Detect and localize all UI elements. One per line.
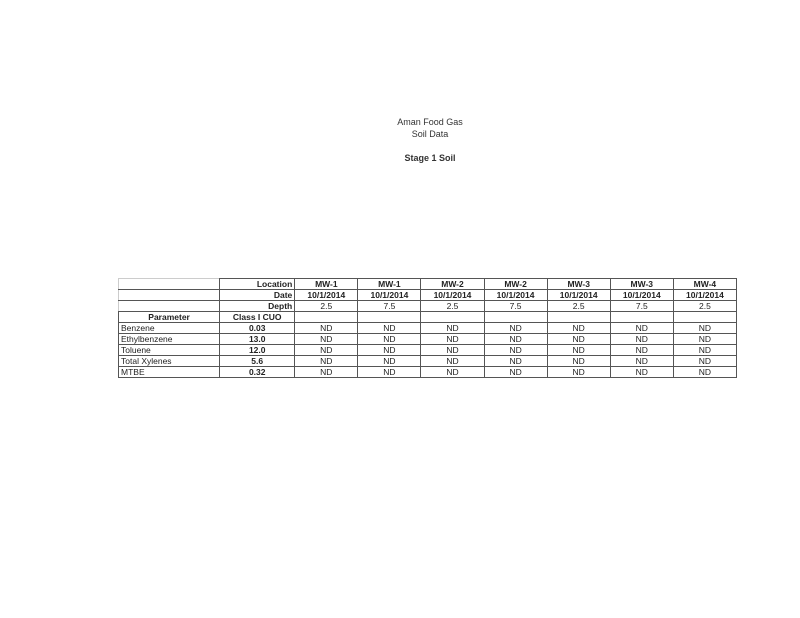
table-row (119, 345, 737, 356)
soil-data-table (118, 278, 737, 378)
standard-header: Class I CUO (220, 312, 295, 323)
location-cell: MW-1 (358, 279, 421, 290)
result-cell: ND (610, 356, 673, 367)
result-cell: ND (673, 345, 736, 356)
result-cell: ND (295, 323, 358, 334)
result-cell: ND (484, 323, 547, 334)
result-cell: ND (295, 356, 358, 367)
result-cell: ND (295, 367, 358, 378)
blank-cell (119, 301, 220, 312)
result-cell: ND (484, 367, 547, 378)
result-cell: ND (358, 367, 421, 378)
result-cell: ND (610, 367, 673, 378)
location-label: Location (220, 279, 295, 290)
result-cell: ND (484, 345, 547, 356)
location-cell: MW-4 (673, 279, 736, 290)
result-cell: ND (673, 356, 736, 367)
result-cell: ND (610, 345, 673, 356)
depth-cell: 2.5 (421, 301, 484, 312)
parameter-name: Ethylbenzene (119, 334, 220, 345)
table-row (119, 323, 737, 334)
result-cell: ND (421, 356, 484, 367)
depth-cell: 7.5 (610, 301, 673, 312)
result-cell: ND (421, 345, 484, 356)
parameter-name: Total Xylenes (119, 356, 220, 367)
parameter-name: MTBE (119, 367, 220, 378)
depth-label: Depth (220, 301, 295, 312)
depth-cell: 2.5 (547, 301, 610, 312)
result-cell: ND (358, 323, 421, 334)
location-row (119, 279, 737, 290)
result-cell: ND (484, 356, 547, 367)
location-cell: MW-1 (295, 279, 358, 290)
result-cell: ND (295, 334, 358, 345)
result-cell: ND (673, 367, 736, 378)
standard-value: 12.0 (220, 345, 295, 356)
document-subtitle: Soil Data (411, 129, 449, 139)
result-cell: ND (421, 367, 484, 378)
table-row (119, 356, 737, 367)
location-cell: MW-2 (484, 279, 547, 290)
standard-value: 13.0 (220, 334, 295, 345)
result-cell: ND (295, 345, 358, 356)
result-cell: ND (610, 323, 673, 334)
standard-value: 5.6 (220, 356, 295, 367)
date-row (119, 290, 737, 301)
blank-cell (421, 312, 484, 323)
parameter-name: Benzene (119, 323, 220, 334)
standard-value: 0.32 (220, 367, 295, 378)
table-row (119, 367, 737, 378)
date-cell: 10/1/2014 (484, 290, 547, 301)
depth-row (119, 301, 737, 312)
date-cell: 10/1/2014 (295, 290, 358, 301)
blank-cell (610, 312, 673, 323)
result-cell: ND (358, 334, 421, 345)
location-cell: MW-3 (547, 279, 610, 290)
result-cell: ND (421, 323, 484, 334)
date-cell: 10/1/2014 (421, 290, 484, 301)
result-cell: ND (673, 334, 736, 345)
depth-cell: 7.5 (358, 301, 421, 312)
table-row (119, 334, 737, 345)
blank-cell (547, 312, 610, 323)
standard-value: 0.03 (220, 323, 295, 334)
result-cell: ND (547, 323, 610, 334)
result-cell: ND (547, 356, 610, 367)
blank-cell (119, 290, 220, 301)
parameter-name: Toluene (119, 345, 220, 356)
date-cell: 10/1/2014 (358, 290, 421, 301)
result-cell: ND (358, 356, 421, 367)
location-cell: MW-3 (610, 279, 673, 290)
parameter-header: Parameter (119, 312, 220, 323)
depth-cell: 7.5 (484, 301, 547, 312)
blank-cell (119, 279, 220, 290)
site-name: Aman Food Gas (397, 117, 463, 127)
result-cell: ND (547, 334, 610, 345)
result-cell: ND (547, 367, 610, 378)
column-header-row (119, 312, 737, 323)
blank-cell (358, 312, 421, 323)
result-cell: ND (484, 334, 547, 345)
depth-cell: 2.5 (295, 301, 358, 312)
blank-cell (484, 312, 547, 323)
blank-cell (673, 312, 736, 323)
depth-cell: 2.5 (673, 301, 736, 312)
blank-cell (295, 312, 358, 323)
document-title (0, 116, 800, 140)
result-cell: ND (610, 334, 673, 345)
date-cell: 10/1/2014 (547, 290, 610, 301)
stage-title: Stage 1 Soil (404, 153, 456, 163)
result-cell: ND (673, 323, 736, 334)
result-cell: ND (547, 345, 610, 356)
date-cell: 10/1/2014 (610, 290, 673, 301)
result-cell: ND (421, 334, 484, 345)
date-label: Date (220, 290, 295, 301)
result-cell: ND (358, 345, 421, 356)
date-cell: 10/1/2014 (673, 290, 736, 301)
location-cell: MW-2 (421, 279, 484, 290)
